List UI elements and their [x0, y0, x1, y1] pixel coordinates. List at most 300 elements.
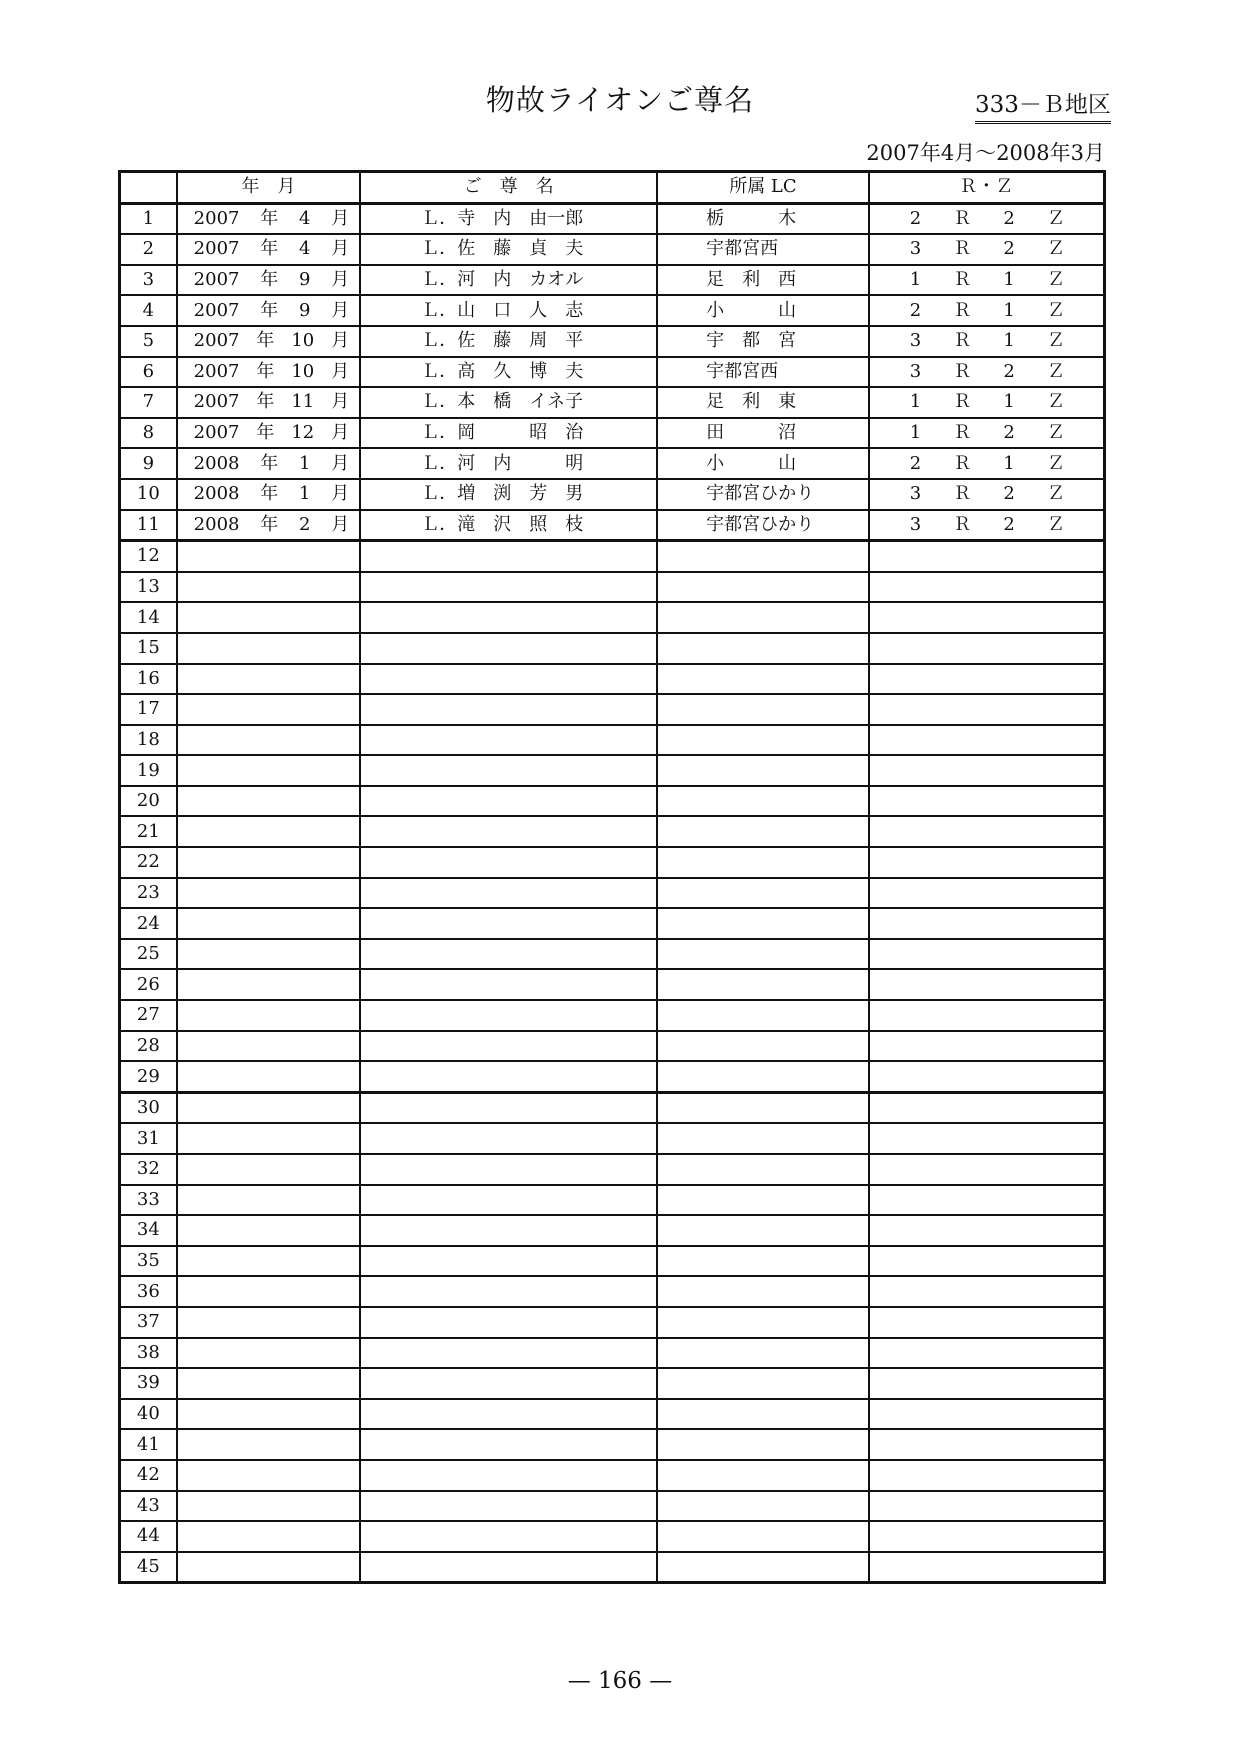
rz-cell — [869, 1460, 1105, 1491]
rz-cell — [869, 387, 1105, 418]
club-cell — [657, 479, 869, 510]
year-month-cell — [177, 755, 361, 786]
row-number: 37 — [120, 1307, 177, 1338]
header-rz: Ｒ・Ｚ — [869, 172, 1105, 204]
row-number: 10 — [120, 479, 177, 510]
club-value: 栃 木 — [706, 207, 797, 229]
name-cell — [360, 1246, 657, 1277]
club-cell — [657, 847, 869, 878]
name-cell — [360, 755, 657, 786]
name-cell — [360, 448, 657, 479]
rz-cell — [869, 694, 1105, 725]
row-number: 5 — [120, 326, 177, 357]
row-number: 33 — [120, 1185, 177, 1216]
name-cell — [360, 1123, 657, 1154]
row-number: 24 — [120, 908, 177, 939]
table-row — [120, 234, 1105, 265]
rz-cell — [869, 816, 1105, 847]
month-value: 10 — [291, 330, 315, 352]
table-row — [120, 1185, 1105, 1216]
rz-value — [870, 424, 1103, 442]
month-value: 4 — [298, 207, 311, 229]
rz-cell — [869, 295, 1105, 326]
year-month-cell — [177, 1092, 361, 1123]
name-cell — [360, 510, 657, 541]
year-month-value — [178, 207, 360, 229]
year-value: 2007 — [193, 391, 240, 413]
region-value: 1 — [909, 391, 922, 413]
zone-unit: Ｚ — [1046, 513, 1065, 535]
club-cell — [657, 1276, 869, 1307]
page-title: 物故ライオンご尊名 — [485, 83, 755, 117]
rz-cell — [869, 418, 1105, 449]
rz-value — [870, 452, 1103, 474]
name-cell — [360, 1215, 657, 1246]
name-cell — [360, 572, 657, 603]
header-year-month: 年 月 — [177, 172, 361, 204]
club-value: 小 山 — [706, 299, 797, 321]
name-cell — [360, 479, 657, 510]
zone-value: 2 — [1003, 238, 1015, 260]
name-cell — [360, 541, 657, 572]
row-number: 30 — [120, 1092, 177, 1123]
year-month-cell — [177, 448, 361, 479]
rz-cell — [869, 1154, 1105, 1185]
name-cell — [360, 295, 657, 326]
rz-cell — [869, 1215, 1105, 1246]
club-value: 足 利 東 — [706, 391, 797, 413]
year-unit: 年 — [260, 452, 279, 474]
name-cell — [360, 1307, 657, 1338]
region-unit: Ｒ — [953, 483, 972, 505]
page-number: — 166 — — [567, 1668, 673, 1694]
name-cell — [360, 1552, 657, 1583]
year-month-cell — [177, 1000, 361, 1031]
club-cell — [657, 1338, 869, 1369]
name-cell — [360, 786, 657, 817]
name-cell — [360, 602, 657, 633]
year-month-cell — [177, 1246, 361, 1277]
club-cell — [657, 664, 869, 695]
name-cell — [360, 418, 657, 449]
rz-value — [870, 360, 1103, 382]
region-unit: Ｒ — [953, 360, 972, 382]
table-row — [120, 786, 1105, 817]
club-cell — [657, 694, 869, 725]
club-cell — [657, 418, 869, 449]
row-number: 3 — [120, 265, 177, 296]
year-month-cell — [177, 1154, 361, 1185]
club-cell — [657, 602, 869, 633]
rz-cell — [869, 1031, 1105, 1062]
region-value: 3 — [909, 238, 922, 260]
region-value: 3 — [909, 483, 922, 505]
month-unit: 月 — [331, 238, 350, 260]
rz-cell — [869, 1491, 1105, 1522]
rz-cell — [869, 1000, 1105, 1031]
name-cell — [360, 234, 657, 265]
club-cell — [657, 1552, 869, 1583]
name-cell — [360, 939, 657, 970]
name-cell — [360, 633, 657, 664]
name-cell — [360, 1185, 657, 1216]
table-row — [120, 418, 1105, 449]
region-unit: Ｒ — [953, 422, 972, 444]
club-cell — [657, 1460, 869, 1491]
name-value: Ｌ．寺 内 由一郎 — [421, 207, 584, 229]
table-row — [120, 1092, 1105, 1123]
name-cell — [360, 265, 657, 296]
table-row — [120, 664, 1105, 695]
year-month-value — [178, 271, 360, 289]
rz-cell — [869, 1338, 1105, 1369]
name-cell — [360, 847, 657, 878]
rz-cell — [869, 847, 1105, 878]
month-value: 9 — [298, 269, 311, 291]
year-value: 2007 — [193, 238, 240, 260]
rz-cell — [869, 1123, 1105, 1154]
table-row — [120, 1123, 1105, 1154]
name-cell — [360, 1061, 657, 1092]
table-row — [120, 572, 1105, 603]
name-value: Ｌ．山 口 人 志 — [421, 299, 584, 321]
zone-unit: Ｚ — [1046, 299, 1065, 321]
rz-cell — [869, 265, 1105, 296]
region-unit: Ｒ — [953, 207, 972, 229]
name-value: Ｌ．河 内 カオル — [421, 269, 584, 291]
year-month-cell — [177, 234, 361, 265]
year-month-cell — [177, 1399, 361, 1430]
year-month-cell — [177, 725, 361, 756]
name-cell — [360, 694, 657, 725]
table-row — [120, 510, 1105, 541]
zone-unit: Ｚ — [1046, 360, 1065, 382]
month-unit: 月 — [331, 207, 350, 229]
name-cell — [360, 357, 657, 388]
year-unit: 年 — [260, 483, 279, 505]
year-value: 2008 — [193, 483, 240, 505]
rz-cell — [869, 479, 1105, 510]
table-row — [120, 1399, 1105, 1430]
name-value: Ｌ．河 内 明 — [421, 452, 584, 474]
header-number — [120, 172, 177, 204]
row-number: 45 — [120, 1552, 177, 1583]
zone-unit: Ｚ — [1046, 207, 1065, 229]
zone-unit: Ｚ — [1046, 422, 1065, 444]
region-unit: Ｒ — [953, 238, 972, 260]
month-unit: 月 — [331, 269, 350, 291]
club-value: 宇都宮ひかり — [706, 513, 815, 535]
club-cell — [657, 1246, 869, 1277]
name-value: Ｌ．増 渕 芳 男 — [421, 483, 584, 505]
table-row — [120, 1368, 1105, 1399]
year-month-cell — [177, 541, 361, 572]
year-month-cell — [177, 664, 361, 695]
zone-value: 2 — [1003, 483, 1015, 505]
region-value: 3 — [909, 360, 922, 382]
table-row — [120, 1338, 1105, 1369]
header-name: ご 尊 名 — [360, 172, 657, 204]
row-number: 28 — [120, 1031, 177, 1062]
year-month-value — [178, 424, 360, 442]
region-value: 2 — [909, 207, 922, 229]
year-month-cell — [177, 1491, 361, 1522]
rz-cell — [869, 1061, 1105, 1092]
name-value: Ｌ．佐 藤 貞 夫 — [421, 238, 584, 260]
table-row — [120, 265, 1105, 296]
year-value: 2008 — [193, 452, 240, 474]
rz-value — [870, 299, 1103, 321]
row-number: 17 — [120, 694, 177, 725]
year-month-cell — [177, 816, 361, 847]
row-number: 2 — [120, 234, 177, 265]
name-cell — [360, 816, 657, 847]
year-unit: 年 — [260, 513, 279, 535]
name-cell — [360, 969, 657, 1000]
year-month-value — [178, 299, 360, 321]
rz-cell — [869, 203, 1105, 234]
club-cell — [657, 1307, 869, 1338]
table-row — [120, 633, 1105, 664]
name-cell — [360, 1429, 657, 1460]
rz-cell — [869, 1429, 1105, 1460]
row-number: 13 — [120, 572, 177, 603]
year-month-cell — [177, 1123, 361, 1154]
year-value: 2007 — [193, 330, 240, 352]
rz-cell — [869, 1368, 1105, 1399]
row-number: 21 — [120, 816, 177, 847]
club-cell — [657, 1521, 869, 1552]
rz-cell — [869, 878, 1105, 909]
year-month-cell — [177, 1061, 361, 1092]
row-number: 41 — [120, 1429, 177, 1460]
name-cell — [360, 1031, 657, 1062]
month-unit: 月 — [331, 452, 350, 474]
year-month-cell — [177, 357, 361, 388]
year-month-cell — [177, 1338, 361, 1369]
table-row — [120, 1246, 1105, 1277]
club-cell — [657, 387, 869, 418]
year-month-cell — [177, 1521, 361, 1552]
row-number: 16 — [120, 664, 177, 695]
year-unit: 年 — [256, 422, 275, 444]
row-number: 14 — [120, 602, 177, 633]
month-unit: 月 — [331, 483, 350, 505]
year-month-cell — [177, 1552, 361, 1583]
zone-unit: Ｚ — [1046, 269, 1065, 291]
year-unit: 年 — [256, 391, 275, 413]
table-row — [120, 448, 1105, 479]
year-unit: 年 — [256, 360, 275, 382]
rz-cell — [869, 664, 1105, 695]
row-number: 31 — [120, 1123, 177, 1154]
name-value: Ｌ．本 橋 イネ子 — [421, 391, 584, 413]
rz-cell — [869, 1276, 1105, 1307]
zone-unit: Ｚ — [1046, 330, 1065, 352]
row-number: 18 — [120, 725, 177, 756]
year-month-cell — [177, 694, 361, 725]
rz-cell — [869, 908, 1105, 939]
club-value: 宇都宮西 — [706, 238, 779, 260]
month-unit: 月 — [331, 422, 350, 444]
year-month-value — [178, 393, 360, 411]
club-cell — [657, 878, 869, 909]
zone-value: 2 — [1003, 513, 1015, 535]
year-month-value — [178, 452, 360, 474]
rz-cell — [869, 234, 1105, 265]
row-number: 34 — [120, 1215, 177, 1246]
club-cell — [657, 939, 869, 970]
rz-value — [870, 485, 1103, 503]
roster-body — [120, 203, 1105, 1583]
month-value: 9 — [298, 299, 311, 321]
row-number: 6 — [120, 357, 177, 388]
region-value: 3 — [909, 513, 922, 535]
year-month-value — [178, 485, 360, 503]
region-value: 1 — [909, 422, 922, 444]
name-cell — [360, 387, 657, 418]
rz-value — [870, 332, 1103, 350]
zone-unit: Ｚ — [1046, 391, 1065, 413]
rz-cell — [869, 939, 1105, 970]
club-cell — [657, 510, 869, 541]
year-month-cell — [177, 786, 361, 817]
region-unit: Ｒ — [953, 513, 972, 535]
club-cell — [657, 326, 869, 357]
year-month-cell — [177, 203, 361, 234]
table-row — [120, 1460, 1105, 1491]
table-row — [120, 725, 1105, 756]
zone-value: 1 — [1003, 330, 1015, 352]
table-row — [120, 878, 1105, 909]
year-unit: 年 — [260, 238, 279, 260]
month-value: 10 — [291, 360, 315, 382]
rz-cell — [869, 1399, 1105, 1430]
year-value: 2007 — [193, 269, 240, 291]
year-month-cell — [177, 1429, 361, 1460]
club-cell — [657, 203, 869, 234]
rz-value — [870, 513, 1103, 535]
period-label: 2007年4月～2008年3月 — [866, 141, 1105, 165]
year-month-cell — [177, 387, 361, 418]
club-cell — [657, 265, 869, 296]
month-unit: 月 — [331, 299, 350, 321]
club-cell — [657, 295, 869, 326]
year-month-cell — [177, 908, 361, 939]
table-row — [120, 541, 1105, 572]
roster-table — [118, 170, 1106, 1584]
table-row — [120, 1429, 1105, 1460]
year-month-cell — [177, 510, 361, 541]
row-number: 29 — [120, 1061, 177, 1092]
club-cell — [657, 1092, 869, 1123]
rz-cell — [869, 633, 1105, 664]
rz-cell — [869, 602, 1105, 633]
year-month-cell — [177, 969, 361, 1000]
name-cell — [360, 1491, 657, 1522]
club-value: 小 山 — [706, 452, 797, 474]
month-value: 11 — [291, 391, 315, 413]
zone-unit: Ｚ — [1046, 483, 1065, 505]
year-value: 2007 — [193, 360, 240, 382]
year-month-cell — [177, 633, 361, 664]
name-cell — [360, 1154, 657, 1185]
zone-value: 1 — [1003, 452, 1015, 474]
year-month-cell — [177, 1368, 361, 1399]
row-number: 8 — [120, 418, 177, 449]
name-cell — [360, 1000, 657, 1031]
rz-cell — [869, 357, 1105, 388]
year-month-cell — [177, 878, 361, 909]
club-cell — [657, 1368, 869, 1399]
table-row — [120, 1552, 1105, 1583]
table-row — [120, 1215, 1105, 1246]
rz-cell — [869, 755, 1105, 786]
name-cell — [360, 664, 657, 695]
table-row — [120, 1276, 1105, 1307]
row-number: 32 — [120, 1154, 177, 1185]
month-unit: 月 — [331, 513, 350, 535]
row-number: 1 — [120, 203, 177, 234]
table-row — [120, 479, 1105, 510]
table-row — [120, 295, 1105, 326]
year-month-cell — [177, 295, 361, 326]
region-value: 2 — [909, 452, 922, 474]
rz-cell — [869, 541, 1105, 572]
rz-cell — [869, 326, 1105, 357]
year-month-cell — [177, 326, 361, 357]
club-cell — [657, 816, 869, 847]
club-value: 宇 都 宮 — [706, 330, 797, 352]
row-number: 27 — [120, 1000, 177, 1031]
row-number: 25 — [120, 939, 177, 970]
club-cell — [657, 357, 869, 388]
name-cell — [360, 326, 657, 357]
month-unit: 月 — [331, 360, 350, 382]
rz-cell — [869, 969, 1105, 1000]
name-value: Ｌ．岡 昭 治 — [421, 422, 584, 444]
club-cell — [657, 1061, 869, 1092]
rz-cell — [869, 1246, 1105, 1277]
month-value: 4 — [298, 238, 311, 260]
name-cell — [360, 1338, 657, 1369]
region-unit: Ｒ — [953, 299, 972, 321]
row-number: 40 — [120, 1399, 177, 1430]
year-unit: 年 — [260, 269, 279, 291]
month-value: 2 — [298, 513, 311, 535]
name-value: Ｌ．滝 沢 照 枝 — [421, 513, 584, 535]
club-cell — [657, 1031, 869, 1062]
table-row — [120, 816, 1105, 847]
club-cell — [657, 1123, 869, 1154]
rz-cell — [869, 1307, 1105, 1338]
year-month-value — [178, 360, 360, 382]
table-row — [120, 969, 1105, 1000]
year-month-cell — [177, 1460, 361, 1491]
row-number: 43 — [120, 1491, 177, 1522]
year-month-cell — [177, 418, 361, 449]
year-month-cell — [177, 1031, 361, 1062]
table-row — [120, 602, 1105, 633]
row-number: 7 — [120, 387, 177, 418]
year-month-cell — [177, 479, 361, 510]
club-cell — [657, 541, 869, 572]
rz-cell — [869, 1521, 1105, 1552]
table-row — [120, 755, 1105, 786]
rz-value — [870, 207, 1103, 229]
rz-value — [870, 271, 1103, 289]
year-unit: 年 — [260, 207, 279, 229]
